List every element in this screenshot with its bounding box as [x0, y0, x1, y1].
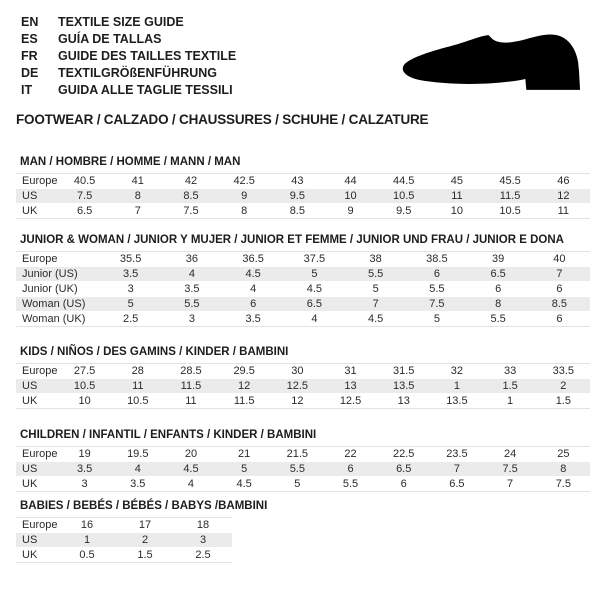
size-value-cell: 8	[537, 462, 590, 477]
size-value-cell: 9	[324, 204, 377, 218]
size-value-cell: 3.5	[58, 462, 111, 477]
size-value-cell: 2	[116, 533, 174, 548]
size-value-cell: 8.5	[164, 189, 217, 204]
size-value-cell: 37.5	[284, 252, 345, 267]
size-value-cell: 11.5	[218, 394, 271, 408]
size-value-cell: 5	[271, 477, 324, 491]
size-value-cell: 7.5	[164, 204, 217, 218]
table-row	[16, 447, 590, 462]
row-label-cell: Europe	[16, 518, 58, 533]
size-value-cell: 39	[468, 252, 529, 267]
size-value-cell: 40.5	[58, 174, 111, 189]
size-value-cell: 44	[324, 174, 377, 189]
size-value-cell: 42.5	[218, 174, 271, 189]
size-value-cell: 1	[58, 533, 116, 548]
size-value-cell: 38.5	[406, 252, 467, 267]
section-kids	[16, 346, 590, 409]
size-value-cell: 3.5	[111, 477, 164, 491]
table-row	[16, 282, 590, 297]
size-value-cell: 3	[58, 477, 111, 491]
row-label-cell: Woman (US)	[16, 297, 100, 312]
babies-size-table	[16, 517, 232, 563]
size-value-cell: 6	[377, 477, 430, 491]
size-value-cell: 7	[345, 297, 406, 312]
size-value-cell: 28.5	[164, 364, 217, 379]
table-row	[16, 252, 590, 267]
row-label-cell: Junior (UK)	[16, 282, 100, 297]
row-label-cell: UK	[16, 477, 58, 491]
size-value-cell: 5.5	[468, 312, 529, 326]
lang-label: GUIDA ALLE TAGLIE TESSILI	[58, 83, 233, 97]
size-value-cell: 8.5	[529, 297, 590, 312]
size-value-cell: 35.5	[100, 252, 161, 267]
size-value-cell: 8	[218, 204, 271, 218]
size-value-cell: 1.5	[116, 548, 174, 562]
size-value-cell: 7	[111, 204, 164, 218]
size-value-cell: 3	[174, 533, 232, 548]
size-value-cell: 2.5	[174, 548, 232, 562]
size-value-cell: 31	[324, 364, 377, 379]
size-value-cell: 33.5	[537, 364, 590, 379]
section-babies	[16, 500, 590, 563]
junior-woman-size-table	[16, 251, 590, 327]
size-value-cell: 9.5	[271, 189, 324, 204]
size-value-cell: 22	[324, 447, 377, 462]
table-row	[16, 477, 590, 491]
size-value-cell: 2.5	[100, 312, 161, 326]
size-value-cell: 31.5	[377, 364, 430, 379]
size-value-cell: 24	[484, 447, 537, 462]
size-value-cell: 7.5	[537, 477, 590, 491]
size-value-cell: 5	[406, 312, 467, 326]
size-value-cell: 4	[161, 267, 222, 282]
size-value-cell: 13.5	[377, 379, 430, 394]
row-label-cell: US	[16, 189, 58, 204]
row-label-cell: US	[16, 462, 58, 477]
table-row	[16, 204, 590, 218]
table-row	[16, 518, 232, 533]
lang-code: EN	[21, 15, 39, 29]
size-value-cell: 6.5	[377, 462, 430, 477]
section-title: BABIES / BEBÉS / BÉBÉS / BABYS /BAMBINI	[20, 500, 268, 512]
size-value-cell: 1	[484, 394, 537, 408]
row-label-cell: UK	[16, 394, 58, 408]
size-value-cell: 10	[430, 204, 483, 218]
size-value-cell: 11	[537, 204, 590, 218]
size-value-cell: 43	[271, 174, 324, 189]
size-value-cell: 16	[58, 518, 116, 533]
table-row	[16, 462, 590, 477]
size-value-cell: 4.5	[164, 462, 217, 477]
size-value-cell: 17	[116, 518, 174, 533]
size-value-cell: 4	[164, 477, 217, 491]
size-value-cell: 10	[324, 189, 377, 204]
size-value-cell: 12	[271, 394, 324, 408]
size-value-cell: 40	[529, 252, 590, 267]
size-value-cell: 2	[537, 379, 590, 394]
children-size-table	[16, 446, 590, 492]
size-value-cell: 45	[430, 174, 483, 189]
size-value-cell: 13.5	[430, 394, 483, 408]
table-row	[16, 548, 232, 562]
size-value-cell: 19	[58, 447, 111, 462]
size-value-cell: 3.5	[161, 282, 222, 297]
size-value-cell: 12	[537, 189, 590, 204]
size-value-cell: 7.5	[58, 189, 111, 204]
section-junior-woman	[16, 234, 590, 327]
size-value-cell: 5	[100, 297, 161, 312]
size-value-cell: 11	[430, 189, 483, 204]
size-value-cell: 10.5	[111, 394, 164, 408]
kids-size-table	[16, 363, 590, 409]
table-row	[16, 364, 590, 379]
dress-shoe-icon	[399, 30, 593, 104]
size-value-cell: 6.5	[284, 297, 345, 312]
size-value-cell: 4	[284, 312, 345, 326]
size-value-cell: 23.5	[430, 447, 483, 462]
size-value-cell: 20	[164, 447, 217, 462]
size-value-cell: 38	[345, 252, 406, 267]
man-size-table	[16, 173, 590, 219]
row-label-cell: Europe	[16, 364, 58, 379]
size-value-cell: 5	[284, 267, 345, 282]
size-value-cell: 21.5	[271, 447, 324, 462]
size-value-cell: 1	[430, 379, 483, 394]
size-value-cell: 21	[218, 447, 271, 462]
table-row	[16, 394, 590, 408]
row-label-cell: Europe	[16, 252, 100, 267]
lang-code: FR	[21, 49, 38, 63]
size-value-cell: 11	[111, 379, 164, 394]
size-value-cell: 6	[324, 462, 377, 477]
size-value-cell: 6	[529, 312, 590, 326]
size-value-cell: 5.5	[271, 462, 324, 477]
lang-label: TEXTILGRÖßENFÜHRUNG	[58, 66, 218, 80]
size-value-cell: 5	[345, 282, 406, 297]
size-value-cell: 10.5	[484, 204, 537, 218]
size-value-cell: 6.5	[468, 267, 529, 282]
size-value-cell: 29.5	[218, 364, 271, 379]
size-value-cell: 27.5	[58, 364, 111, 379]
size-value-cell: 30	[271, 364, 324, 379]
table-row	[16, 379, 590, 394]
section-title: CHILDREN / INFANTIL / ENFANTS / KINDER / BAMBINI	[20, 429, 317, 441]
lang-code: IT	[21, 83, 33, 97]
size-value-cell: 7	[430, 462, 483, 477]
table-row	[16, 312, 590, 326]
size-value-cell: 6	[223, 297, 284, 312]
size-value-cell: 45.5	[484, 174, 537, 189]
row-label-cell: US	[16, 533, 58, 548]
size-value-cell: 1.5	[484, 379, 537, 394]
size-value-cell: 11	[164, 394, 217, 408]
size-value-cell: 10.5	[377, 189, 430, 204]
size-value-cell: 4.5	[223, 267, 284, 282]
size-value-cell: 8	[468, 297, 529, 312]
row-label-cell: Woman (UK)	[16, 312, 100, 326]
size-value-cell: 19.5	[111, 447, 164, 462]
size-value-cell: 7	[484, 477, 537, 491]
size-value-cell: 41	[111, 174, 164, 189]
size-value-cell: 8	[111, 189, 164, 204]
size-value-cell: 9	[218, 189, 271, 204]
size-value-cell: 6	[529, 282, 590, 297]
size-value-cell: 6	[468, 282, 529, 297]
size-value-cell: 7.5	[406, 297, 467, 312]
size-value-cell: 1.5	[537, 394, 590, 408]
size-value-cell: 5	[218, 462, 271, 477]
table-row	[16, 267, 590, 282]
row-label-cell: Europe	[16, 447, 58, 462]
lang-label: GUÍA DE TALLAS	[58, 32, 162, 46]
size-value-cell: 32	[430, 364, 483, 379]
size-value-cell: 33	[484, 364, 537, 379]
size-value-cell: 4	[111, 462, 164, 477]
size-value-cell: 44.5	[377, 174, 430, 189]
section-man	[16, 156, 590, 219]
size-value-cell: 25	[537, 447, 590, 462]
size-value-cell: 4.5	[345, 312, 406, 326]
size-value-cell: 12.5	[271, 379, 324, 394]
size-value-cell: 6	[406, 267, 467, 282]
size-value-cell: 11.5	[164, 379, 217, 394]
size-value-cell: 10.5	[58, 379, 111, 394]
size-value-cell: 36.5	[223, 252, 284, 267]
table-row	[16, 174, 590, 189]
size-value-cell: 5.5	[324, 477, 377, 491]
size-value-cell: 13	[324, 379, 377, 394]
size-value-cell: 5.5	[161, 297, 222, 312]
lang-code: DE	[21, 66, 39, 80]
size-value-cell: 7.5	[484, 462, 537, 477]
lang-code: ES	[21, 32, 38, 46]
size-value-cell: 4	[223, 282, 284, 297]
size-value-cell: 3.5	[223, 312, 284, 326]
size-value-cell: 36	[161, 252, 222, 267]
size-value-cell: 11.5	[484, 189, 537, 204]
lang-label: GUIDE DES TAILLES TEXTILE	[58, 49, 237, 63]
lang-label: TEXTILE SIZE GUIDE	[58, 15, 184, 29]
size-value-cell: 5.5	[345, 267, 406, 282]
size-value-cell: 3	[161, 312, 222, 326]
size-value-cell: 6.5	[430, 477, 483, 491]
size-value-cell: 3.5	[100, 267, 161, 282]
size-value-cell: 4.5	[284, 282, 345, 297]
table-row	[16, 297, 590, 312]
size-value-cell: 22.5	[377, 447, 430, 462]
size-value-cell: 6.5	[58, 204, 111, 218]
size-tables	[16, 156, 590, 563]
row-label-cell: US	[16, 379, 58, 394]
size-value-cell: 8.5	[271, 204, 324, 218]
row-label-cell: Junior (US)	[16, 267, 100, 282]
size-value-cell: 0.5	[58, 548, 116, 562]
row-label-cell: UK	[16, 204, 58, 218]
row-label-cell: UK	[16, 548, 58, 562]
size-value-cell: 12.5	[324, 394, 377, 408]
size-value-cell: 7	[529, 267, 590, 282]
size-value-cell: 12	[218, 379, 271, 394]
lang-row-en	[21, 14, 590, 31]
section-title: MAN / HOMBRE / HOMME / MANN / MAN	[20, 156, 241, 168]
size-value-cell: 42	[164, 174, 217, 189]
size-value-cell: 13	[377, 394, 430, 408]
size-value-cell: 10	[58, 394, 111, 408]
section-title: KIDS / NIÑOS / DES GAMINS / KINDER / BAMBINI	[20, 346, 289, 358]
size-value-cell: 3	[100, 282, 161, 297]
category-line: FOOTWEAR / CALZADO / CHAUSSURES / SCHUHE / CALZATURE	[16, 112, 429, 127]
size-value-cell: 28	[111, 364, 164, 379]
size-value-cell: 46	[537, 174, 590, 189]
size-value-cell: 4.5	[218, 477, 271, 491]
size-value-cell: 9.5	[377, 204, 430, 218]
table-row	[16, 533, 232, 548]
row-label-cell: Europe	[16, 174, 58, 189]
section-children	[16, 429, 590, 492]
section-title: JUNIOR & WOMAN / JUNIOR Y MUJER / JUNIOR ET FEMME / JUNIOR UND FRAU / JUNIOR E DONA	[20, 234, 564, 246]
size-value-cell: 18	[174, 518, 232, 533]
table-row	[16, 189, 590, 204]
size-value-cell: 5.5	[406, 282, 467, 297]
